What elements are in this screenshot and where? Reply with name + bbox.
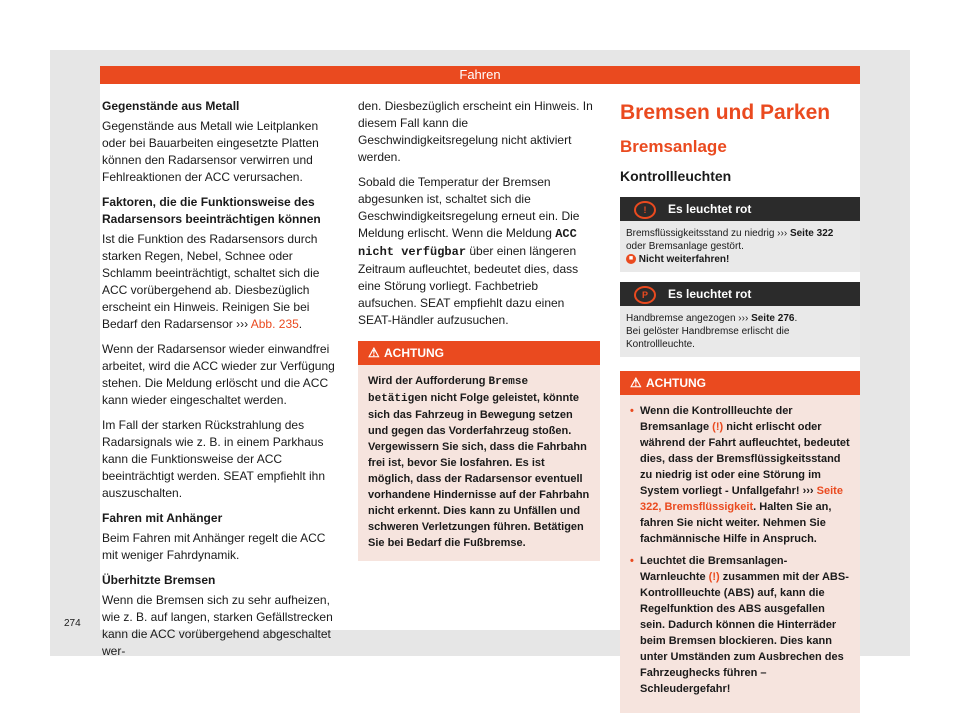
indicator-handbrake	[620, 282, 860, 357]
indicator-text-b: oder Bremsanlage gestört.	[626, 241, 744, 252]
indicator-text-a: Handbremse angezogen ›››	[626, 313, 749, 324]
brake-warning-icon: (!)	[708, 571, 720, 583]
indicator-text-a: Bremsflüssigkeitsstand zu niedrig ›››	[626, 228, 788, 239]
warning-header	[620, 371, 860, 395]
section-title-trailer: Fahren mit Anhänger	[102, 511, 223, 525]
stop-icon: ■	[626, 254, 636, 264]
warning-box	[358, 341, 600, 561]
bullet-text-b: zusammen mit der ABS-Kontrollleuchte	[640, 571, 849, 599]
indicator-brake-fluid	[620, 197, 860, 272]
section-text-factors: Ist die Funktion des Radarsensors durch starken Regen, Nebel, Schnee oder Schlamm beeinträchtigt, schaltet sich die ACC vorübergehend ab. Diesbezüglich erscheint ein Hinweis. Reinigen Sie bei Bedarf den Radarsensor ››› Abb. 235.	[102, 232, 320, 331]
abs-icon: (ABS)	[723, 587, 755, 599]
warning-title: ACHTUNG	[384, 346, 444, 360]
indicator-text-b: Bei gelöster Handbremse erlischt die Kontrollleuchte.	[626, 326, 790, 350]
chapter-title: Bremsen und Parken	[620, 101, 831, 124]
warning-body	[358, 365, 600, 561]
brakes-text-message	[358, 174, 600, 329]
message-code: ACC nicht verfügbar	[358, 227, 577, 259]
bullet-text-a: Wenn die Kontrollleuchte der Bremsanlage	[640, 405, 793, 433]
section-text-trailer: Beim Fahren mit Anhänger regelt die ACC mit weniger Fahrdynamik.	[102, 531, 326, 562]
warning-code: Bremse betätigen	[368, 376, 529, 405]
indicator-title: Es leuchtet rot	[668, 287, 752, 301]
message-text-b: über einen längeren Zeitraum aufleuchtet, bedeutet dies, dass eine Störung vorliegt. Fachbetrieb aufsuchen. SEAT empfiehlt dazu einen SEAT-Händler aufzusuchen.	[358, 244, 579, 327]
warning-triangle-icon: ⚠	[630, 375, 642, 390]
indicator-description	[620, 221, 860, 272]
section-text-factors-c: Im Fall der starken Rückstrahlung des Radarsignals wie z. B. in einem Parkhaus kann die Funktionsweise der ACC beeinträchtigt werden. SEAT empfiehlt ihn auszuschalten.	[102, 418, 326, 500]
section-title-brakes: Überhitzte Bremsen	[102, 573, 216, 587]
indicator-header	[620, 282, 860, 306]
indicator-title: Es leuchtet rot	[668, 202, 752, 216]
message-text-a: Sobald die Temperatur der Bremsen abgesunken ist, schaltet sich die Geschwindigkeitsregelung erneut ein. Die Meldung erlischt. Wenn die Meldung	[358, 175, 580, 240]
page-reference-link[interactable]: Seite 322, Bremsflüssigkeit	[640, 485, 843, 513]
bullet-text-a: Leuchtet die Bremsanlagen-Warnleuchte	[640, 555, 788, 583]
page-header: Fahren	[100, 66, 860, 84]
section-text-metal: Gegenstände aus Metall wie Leitplanken oder bei Bauarbeiten eingesetzte Platten können den Radarsensor verwirren und Fehlreaktionen der ACC verursachen.	[102, 119, 319, 184]
warning-bullet	[630, 553, 850, 697]
section-title-factors: Faktoren, die die Funktionsweise des Radarsensors beeinträchtigen können	[102, 195, 321, 226]
page-reference-link[interactable]: Seite 276	[751, 313, 795, 324]
stop-text: Nicht weiterfahren!	[638, 254, 730, 265]
column-middle	[358, 98, 600, 561]
warning-box	[620, 371, 860, 713]
factors-text-a: Ist die Funktion des Radarsensors durch starken Regen, Nebel, Schnee oder Schlamm beeinträchtigt, schaltet sich die ACC vorübergehend ab. Diesbezüglich erscheint ein Hinweis. Reinigen Sie bei Bedarf den Radarsensor ›››	[102, 232, 320, 331]
warning-triangle-icon: ⚠	[368, 345, 380, 360]
page-reference-link[interactable]: Seite 322	[789, 228, 834, 239]
warning-bullet: • Wenn die Kontrollleuchte der Bremsanlage (!) nicht erlischt oder während der Fahrt aufleuchtet, bedeutet dies, dass der Bremsflüssigkeitsstand zu niedrig ist oder eine Störung im System vorliegt - Unfallgefahr! ››› Seite 322, Bremsflüssigkeit. Halten Sie an, fahren Sie nicht weiter. Nehmen Sie fachmännische Hilfe in Anspruch.	[630, 403, 850, 547]
warning-title: ACHTUNG	[646, 376, 706, 390]
warning-text-b: nicht Folge geleistet, könnte sich das Fahrzeug in Bewegung setzen und gegen das Vorderfahrzeug stoßen. Vergewissern Sie sich, dass die Fahrbahn frei ist, bevor Sie losfahren. Es ist möglich, dass der Radarsensor eventuell vorhandene Hindernisse auf der Fahrbahn nicht erkennt. Dies kann zu Unfällen und schweren Verletzungen führen. Betätigen Sie bei Bedarf die Fußbremse.	[368, 392, 590, 549]
parking-brake-icon: P	[634, 286, 656, 304]
subsection-title: Kontrollleuchten	[620, 168, 732, 184]
section-title: Bremsanlage	[620, 137, 727, 156]
section-text-brakes: Wenn die Bremsen sich zu sehr aufheizen, wie z. B. auf langen, starken Gefällstrecken kann die ACC vorübergehend abgeschaltet wer-	[102, 593, 333, 658]
brake-warning-icon: (!)	[712, 421, 724, 433]
section-title-metal: Gegenstände aus Metall	[102, 99, 240, 113]
bullet-text-b: nicht erlischt oder während der Fahrt aufleuchtet, bedeutet dies, dass der Bremsflüssigkeitsstand zu niedrig ist oder eine Störung im System vorliegt - Unfallgefahr! ›››	[640, 421, 850, 497]
figure-reference-link[interactable]: Abb. 235	[250, 317, 299, 331]
warning-text-a: Wird der Aufforderung	[368, 375, 486, 387]
column-right	[620, 98, 860, 713]
section-text-factors-b: Wenn der Radarsensor wieder einwandfrei arbeitet, wird die ACC wieder zur Verfügung stehen. Die Meldung erlöscht und die ACC kann wieder eingeschaltet werden.	[102, 342, 335, 407]
page-number: 274	[64, 618, 81, 629]
warning-body	[620, 395, 860, 713]
indicator-description: Handbremse angezogen ››› Seite 276. Bei gelöster Handbremse erlischt die Kontrollleuchte.	[620, 306, 860, 357]
warning-header	[358, 341, 600, 365]
bullet-text-c: Halten Sie an, fahren Sie nicht weiter. Nehmen Sie fachmännische Hilfe in Anspruch.	[640, 501, 832, 545]
brake-warning-icon: !	[634, 201, 656, 219]
brakes-text-continued: den. Diesbezüglich erscheint ein Hinweis. In diesem Fall kann die Geschwindigkeitsregelung nicht aktiviert werden.	[358, 99, 593, 164]
indicator-header	[620, 197, 860, 221]
bullet-text-c: auf, kann die Regelfunktion des ABS ausgefallen sein. Dadurch können die Hinterräder beim Bremsen blockieren. Dies kann unter Umständen zum Ausbrechen des Fahrzeughecks führen – Schleudergefahr!	[640, 587, 844, 695]
column-left	[102, 98, 342, 668]
